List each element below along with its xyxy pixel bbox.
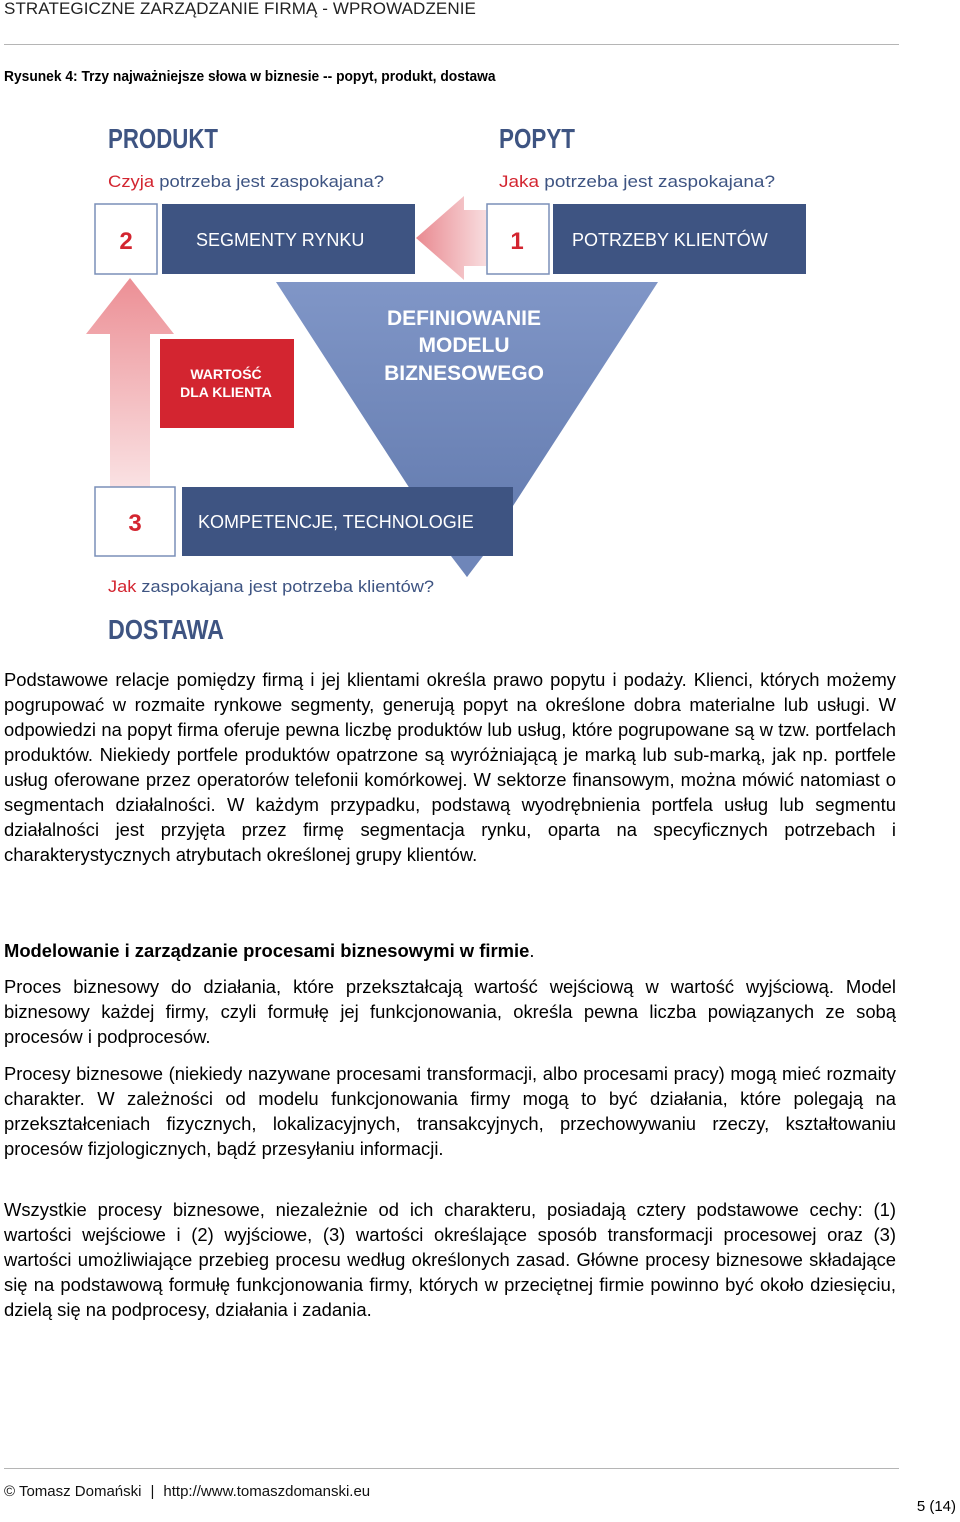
left-arrow-shape: [416, 196, 486, 280]
box1-label: POTRZEBY KLIENTÓW: [572, 230, 768, 250]
box3-label: KOMPETENCJE, TECHNOLOGIE: [198, 512, 474, 532]
page-header: [4, 0, 899, 45]
header-title: STRATEGICZNE ZARZĄDZANIE FIRMĄ - WPROWADZENIE: [4, 0, 476, 18]
section-heading: [4, 938, 534, 963]
box2-number: 2: [119, 228, 133, 255]
business-model-figure: [86, 112, 826, 652]
value-line2: DLA KLIENTA: [180, 384, 272, 400]
produkt-question-lead: Czyja: [108, 172, 151, 191]
section-heading-bold: Modelowanie i zarządzanie procesami biznesowymi w firmie: [4, 940, 530, 961]
dostawa-question-rest: zaspokajana jest potrzeba klientów?: [136, 577, 415, 596]
footer-url-link[interactable]: http://www.tomaszdomanski.eu: [163, 1483, 371, 1500]
paragraph-1-text: Podstawowe relacje pomiędzy firmą i jej klientami określa prawo popytu i podaży. Klienci, których możemy pogrupować w rozmaite rynkowe segmenty, generują popyt na określone dobra materialne lub usługi. W odpowiedzi na popyt firma oferuje pewna liczbę produktów lub usług, które pogrupowane są w tzw. portfelach produktów. Niekiedy portfele produktów opatrzone są wyróżniającą je marką lub sub-marką, jak np. portfele usług oferowane przez operatorów telefonii komórkowej. W sektorze finansowym, można mówić natomiast o segmentach działalności. W każdym przypadku, podstawą wyodrębnienia portfela usług lub segmentu działalności jest przyjęta przez firmę segmentacja rynku, oparta na specyficznych potrzebach i charakterystycznych atrybutach określonej grupy klientów.: [4, 669, 896, 865]
dostawa-question-lead: Jak: [108, 577, 135, 596]
center-line2: MODELU: [418, 334, 510, 357]
footer-divider: [4, 1468, 899, 1469]
popyt-question: [499, 172, 775, 191]
page-footer: [4, 1483, 370, 1500]
footer-separator: |: [150, 1483, 155, 1500]
paragraph-process-types: [4, 1061, 896, 1161]
produkt-question-rest: potrzeba jest zaspokajana?: [154, 172, 366, 191]
popyt-question-lead: Jaka: [499, 172, 535, 191]
value-line1: WARTOŚĆ: [190, 366, 262, 382]
dostawa-question: [108, 577, 434, 596]
produkt-title: PRODUKT: [108, 123, 218, 154]
popyt-question-rest: potrzeba jest zaspokajana?: [539, 172, 751, 191]
dostawa-title: DOSTAWA: [108, 614, 224, 645]
popyt-title: POPYT: [499, 123, 575, 154]
footer-author: © Tomasz Domański: [4, 1483, 142, 1500]
triangle-tip: [451, 556, 483, 577]
center-line3: BIZNESOWEGO: [384, 362, 544, 385]
figure-diagram: [86, 112, 826, 652]
produkt-question: [108, 172, 384, 191]
box2-label: SEGMENTY RYNKU: [196, 230, 365, 250]
paragraph-2-text: Proces biznesowy do działania, które przekształcają wartość wejściową w wartość wyjściową. Model biznesowy każdej firmy, czyli formułę jej funkcjonowania, określa pewna liczba powiązanych ze sobą procesów i podprocesów.: [4, 976, 896, 1047]
paragraph-supply-demand: [4, 667, 896, 867]
section-heading-tail: .: [529, 940, 535, 961]
paragraph-3-text: Procesy biznesowe (niekiedy nazywane procesami transformacji, albo procesami pracy) mogą mieć rozmaity charakter. W zależności od modelu funkcjonowania firmy mogą to być działania, które polegają na przekształceniach fizycznych, lokalizacyjnych, transakcyjnych, przechowywaniu rzeczy, kształtowaniu procesów fizjologicznych, bądź przesyłaniu informacji.: [4, 1063, 896, 1159]
center-line1: DEFINIOWANIE: [386, 307, 542, 330]
paragraph-process-definition: [4, 974, 896, 1049]
box1-number: 1: [510, 228, 524, 255]
page-number: 5 (14): [916, 1498, 956, 1515]
box3-number: 3: [128, 510, 142, 537]
paragraph-4-text: Wszystkie procesy biznesowe, niezależnie od ich charakteru, posiadają cztery podstawowe cechy: (1) wartości wejściowe i (2) wyjściowe, (3) wartości określające sposób transformacji procesowej oraz (3) wartości umożliwiające przebieg procesu według określonych zasad. Główne procesy biznesowe składające się na podstawową formułę funkcjonowania firmy, których w przeciętnej firmie powinno być około dziesięciu, dzielą się na podprocesy, działania i zadania.: [4, 1199, 896, 1320]
figure-caption: Rysunek 4: Trzy najważniejsze słowa w biznesie -- popyt, produkt, dostawa: [4, 68, 496, 85]
paragraph-process-features: [4, 1197, 896, 1322]
